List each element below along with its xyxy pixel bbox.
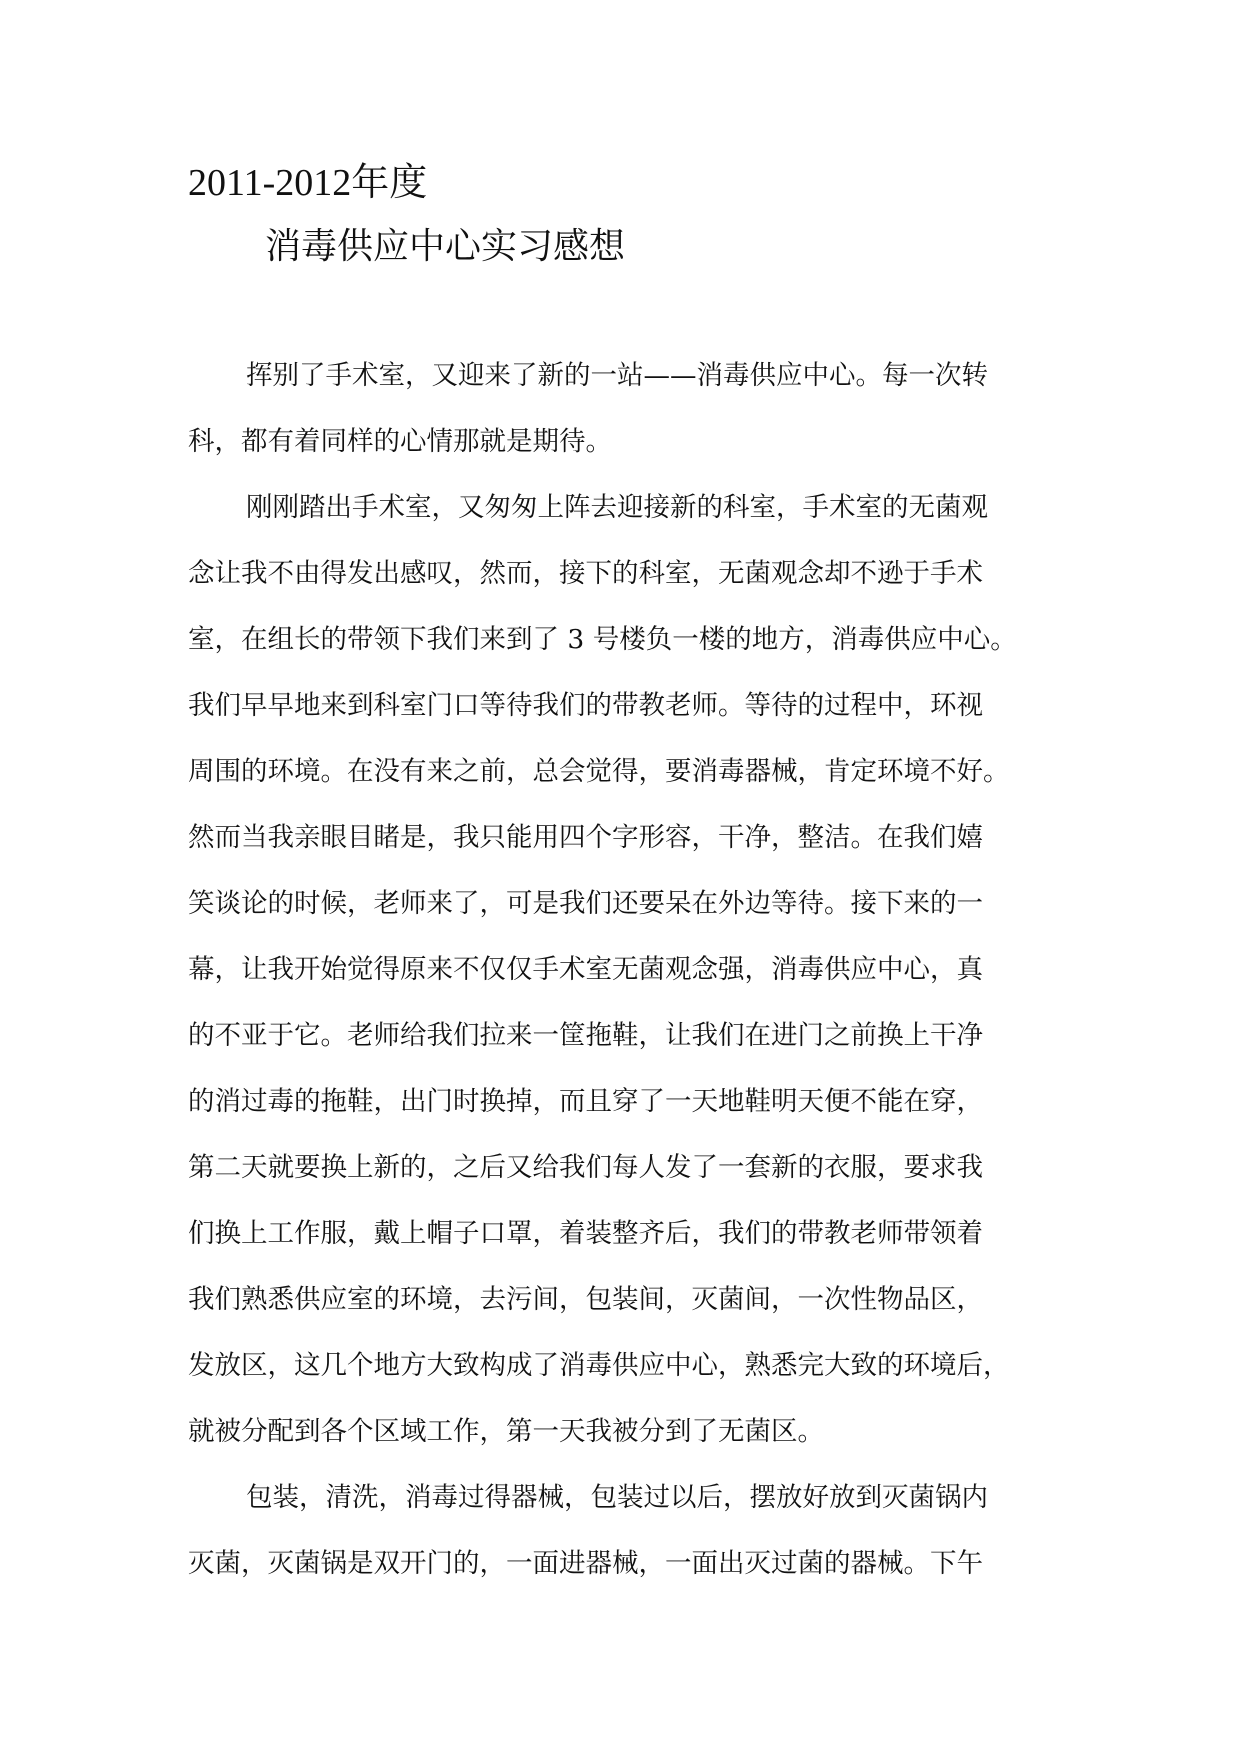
paragraph-2-line-5: 周围的环境。在没有来之前，总会觉得，要消毒器械，肯定环境不好。: [188, 756, 1010, 787]
paragraph-1-line-1: 挥别了手术室，又迎来了新的一站——消毒供应中心。每一次转: [246, 360, 988, 391]
paragraph-2-line-9: 的不亚于它。老师给我们拉来一筐拖鞋，让我们在进门之前换上干净: [188, 1020, 983, 1051]
document-body: [188, 356, 1053, 1610]
paragraph-2-line-10: 的消过毒的拖鞋，出门时换掉，而且穿了一天地鞋明天便不能在穿，: [188, 1086, 983, 1117]
paragraph-2-line-2: 念让我不由得发出感叹，然而，接下的科室，无菌观念却不逊于手术: [188, 558, 983, 589]
paragraph-3-line-2: 灭菌，灭菌锅是双开门的，一面进器械，一面出灭过菌的器械。下午: [188, 1548, 983, 1579]
document-title: 消毒供应中心实习感想: [265, 226, 626, 267]
paragraph-2-line-13: 我们熟悉供应室的环境，去污间，包装间，灭菌间，一次性物品区，: [188, 1284, 983, 1315]
paragraph-2-line-3: 室，在组长的带领下我们来到了 3 号楼负一楼的地方，消毒供应中心。: [188, 624, 1017, 655]
paragraph-3-line-1: 包装，清洗，消毒过得器械，包装过以后，摆放好放到灭菌锅内: [246, 1482, 988, 1513]
paragraph-2-line-7: 笑谈论的时候，老师来了，可是我们还要呆在外边等待。接下来的一: [188, 888, 983, 919]
paragraph-2-line-6: 然而当我亲眼目睹是，我只能用四个字形容，干净，整洁。在我们嬉: [188, 822, 983, 853]
paragraph-2-line-15: 就被分配到各个区域工作，第一天我被分到了无菌区。: [188, 1416, 824, 1447]
paragraph-2-line-14: 发放区，这几个地方大致构成了消毒供应中心，熟悉完大致的环境后，: [188, 1350, 1010, 1381]
paragraph-2-line-8: 幕，让我开始觉得原来不仅仅手术室无菌观念强，消毒供应中心，真: [188, 954, 983, 985]
paragraph-2-line-12: 们换上工作服，戴上帽子口罩，着装整齐后，我们的带教老师带领着: [188, 1218, 983, 1249]
paragraph-1-line-2: 科，都有着同样的心情那就是期待。: [188, 426, 612, 457]
document-year-heading: 2011-2012年度: [188, 162, 428, 204]
paragraph-2-line-4: 我们早早地来到科室门口等待我们的带教老师。等待的过程中，环视: [188, 690, 983, 721]
paragraph-2-line-11: 第二天就要换上新的，之后又给我们每人发了一套新的衣服，要求我: [188, 1152, 983, 1183]
paragraph-2-line-1: 刚刚踏出手术室，又匆匆上阵去迎接新的科室，手术室的无菌观: [246, 492, 988, 523]
